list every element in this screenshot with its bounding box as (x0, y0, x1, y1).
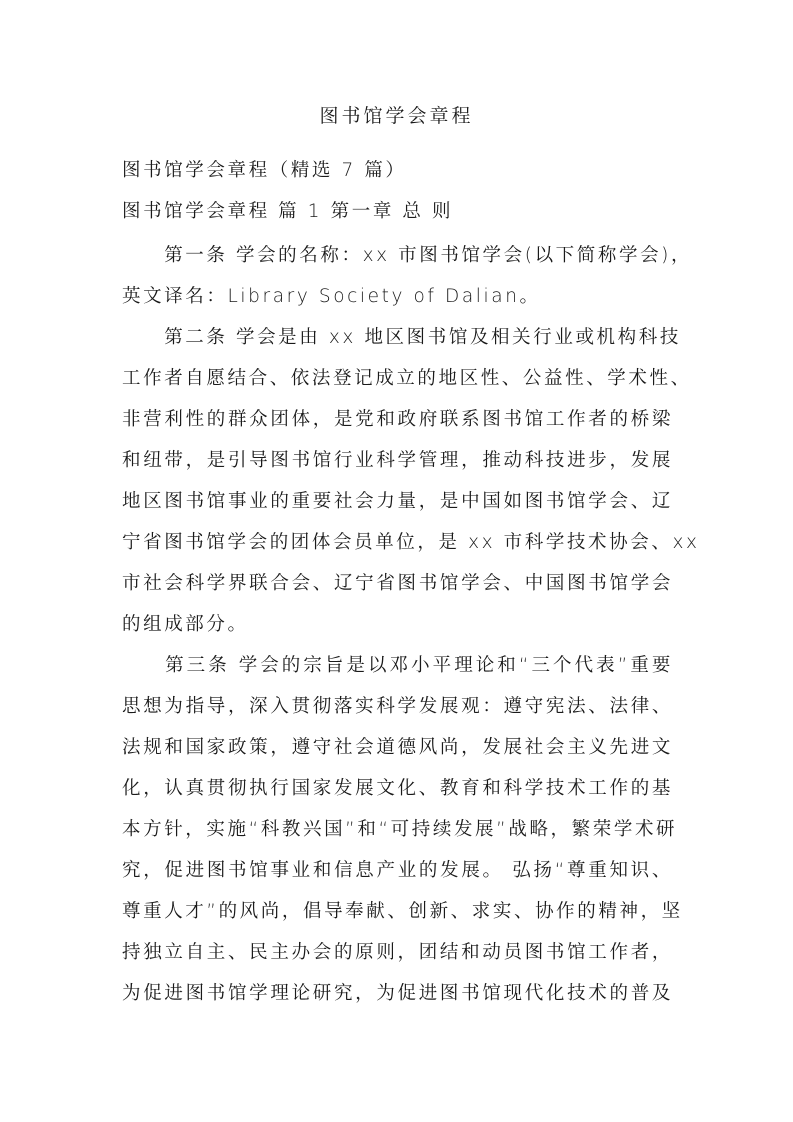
paragraph-line: 第三条 学会的宗旨是以邓小平理论和“三个代表”重要 (122, 655, 673, 676)
paragraph-line: 英文译名：Library Society of Dalian。 (122, 286, 541, 307)
paragraph-line: 化，认真贯彻执行国家发展文化、教育和科学技术工作的基 (122, 778, 673, 799)
document-title: 图书馆学会章程 (319, 105, 474, 127)
paragraph-line: 思想为指导，深入贯彻落实科学发展观：遵守宪法、法律、 (122, 696, 673, 717)
paragraph-line: 和纽带，是引导图书馆行业科学管理，推动科技进步，发展 (122, 450, 673, 471)
paragraph-line: 尊重人才”的风尚，倡导奉献、创新、求实、协作的精神，坚 (122, 901, 683, 922)
paragraph-line: 地区图书馆事业的重要社会力量，是中国如图书馆学会、辽 (122, 491, 673, 512)
paragraph-line: 工作者自愿结合、依法登记成立的地区性、公益性、学术性、 (122, 368, 692, 389)
paragraph-line: 非营利性的群众团体，是党和政府联系图书馆工作者的桥梁 (122, 409, 673, 430)
paragraph-line: 持独立自主、民主办会的原则，团结和动员图书馆工作者， (122, 942, 673, 963)
paragraph-line: 为促进图书馆学理论研究，为促进图书馆现代化技术的普及 (122, 983, 673, 1004)
paragraph-line: 法规和国家政策，遵守社会道德风尚，发展社会主义先进文 (122, 737, 673, 758)
document-subtitle: 图书馆学会章程（精选 7 篇） (122, 160, 407, 181)
paragraph-line: 本方针，实施“科教兴国”和“可持续发展”战略，繁荣学术研 (122, 819, 678, 840)
paragraph-line: 第二条 学会是由 xx 地区图书馆及相关行业或机构科技 (122, 327, 681, 348)
paragraph-line: 的组成部分。 (122, 614, 249, 635)
paragraph-line: 宁省图书馆学会的团体会员单位，是 xx 市科学技术协会、xx (122, 532, 700, 553)
section-heading: 图书馆学会章程 篇 1 第一章 总 则 (122, 201, 454, 222)
paragraph-line: 第一条 学会的名称：xx 市图书馆学会(以下简称学会)， (122, 245, 693, 266)
paragraph-line: 究，促进图书馆事业和信息产业的发展。 弘扬“尊重知识、 (122, 860, 673, 881)
paragraph-line: 市社会科学界联合会、辽宁省图书馆学会、中国图书馆学会 (122, 573, 673, 594)
